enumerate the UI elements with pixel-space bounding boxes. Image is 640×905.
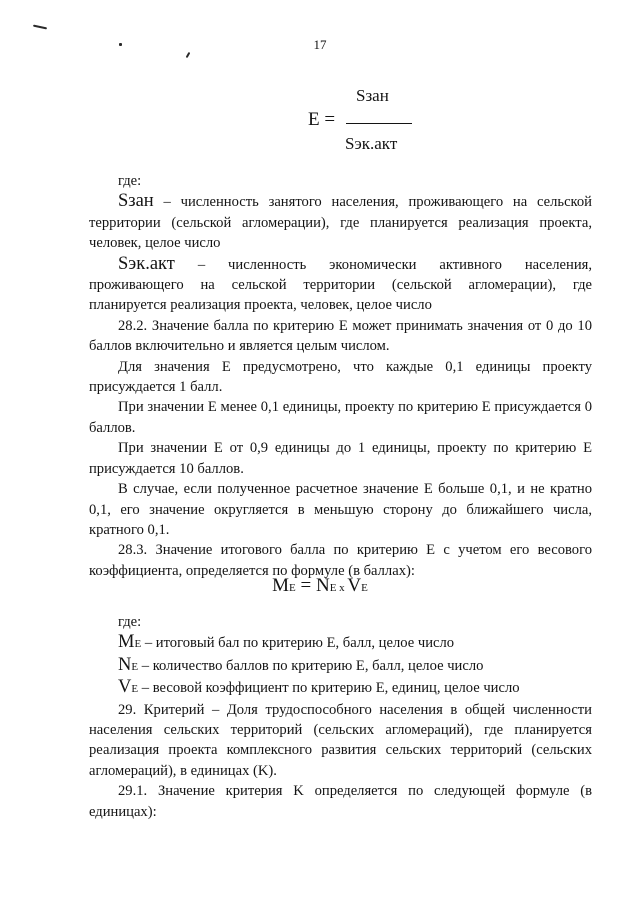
paragraph: 28.2. Значение балла по критерию E может принимать значения от 0 до 10 баллов включительно и является целым числом. bbox=[89, 317, 592, 355]
definition-me bbox=[89, 632, 592, 654]
formula-me-v: V bbox=[347, 575, 362, 596]
definition-szan-text: – численность занятого населения, проживающего на сельской территории (сельской агломерации), где планируется реализация проекта, человек, целое число bbox=[89, 194, 592, 252]
where-label: где: bbox=[118, 614, 142, 630]
symbol-v-sub: E bbox=[131, 683, 139, 696]
formula-e-lhs: E = bbox=[308, 109, 336, 130]
formula-me-v-sub: E bbox=[361, 582, 368, 594]
formula-e-denominator: Sэк.акт bbox=[345, 134, 398, 153]
definition-sek-text: – численность экономически активного населения, проживающего на сельской территории (сельской агломерации), где планируется реализация проекта, человек, целое число bbox=[89, 256, 592, 314]
paragraph: 29.1. Значение критерия K определяется по следующей формуле (в единицах): bbox=[89, 783, 592, 820]
definition-szan bbox=[89, 191, 592, 253]
formula-me-n-sub: E bbox=[329, 582, 337, 594]
formula-me bbox=[0, 575, 640, 597]
paragraph: При значении E менее 0,1 единицы, проекту по критерию E присуждается 0 баллов. bbox=[89, 399, 592, 436]
symbol-m: M bbox=[118, 632, 135, 653]
symbol-szan: Sзан bbox=[118, 191, 154, 212]
paragraph: При значении E от 0,9 единицы до 1 единицы, проекту по критерию E присуждается 10 баллов. bbox=[89, 440, 592, 477]
page-number: 17 bbox=[313, 37, 327, 52]
text-block-criterion bbox=[89, 612, 592, 822]
paragraph: 29. Критерий – Доля трудоспособного населения в общей численности населения сельских территорий (сельских агломераций), где планируется реализация проекта комплексного развития сельских территорий (сельских агломераций), в единицах (K). bbox=[89, 701, 592, 779]
paragraph: 28.3. Значение итогового балла по критерию E с учетом его весового коэффициента, определяется по формуле (в баллах): bbox=[89, 542, 592, 579]
formula-e-numerator: Sзан bbox=[356, 86, 389, 105]
paragraph: В случае, если полученное расчетное значение E больше 0,1, и не кратно 0,1, его значение округляется в меньшую сторону до ближайшего числа, кратного 0,1. bbox=[89, 481, 592, 538]
scan-mark bbox=[33, 25, 47, 30]
definition-ve-text: – весовой коэффициент по критерию E, единиц, целое число bbox=[138, 680, 520, 697]
definition-ne-text: – количество баллов по критерию E, балл, целое число bbox=[138, 657, 484, 674]
formula-me-m-sub: E bbox=[289, 582, 296, 594]
paragraph: Для значения E предусмотрено, что каждые 0,1 единицы проекту присуждается 1 балл. bbox=[89, 358, 592, 396]
where-label: где: bbox=[118, 173, 142, 189]
definition-sek bbox=[89, 254, 592, 316]
symbol-n-sub: E bbox=[131, 660, 139, 673]
definition-ve bbox=[89, 677, 592, 699]
text-block-definitions bbox=[89, 171, 592, 581]
fraction-bar bbox=[346, 123, 412, 124]
definition-ne bbox=[89, 655, 592, 677]
formula-me-n: N bbox=[315, 575, 330, 596]
symbol-m-sub: E bbox=[134, 638, 142, 651]
symbol-sek: Sэк.акт bbox=[118, 253, 175, 274]
symbol-v: V bbox=[118, 677, 132, 698]
formula-me-x: x bbox=[336, 582, 348, 594]
formula-me-eq: = bbox=[295, 575, 316, 596]
formula-e bbox=[308, 86, 418, 156]
symbol-n: N bbox=[118, 654, 132, 675]
formula-me-m: M bbox=[272, 575, 289, 596]
definition-me-text: – итоговый бал по критерию E, балл, целое число bbox=[141, 635, 455, 652]
